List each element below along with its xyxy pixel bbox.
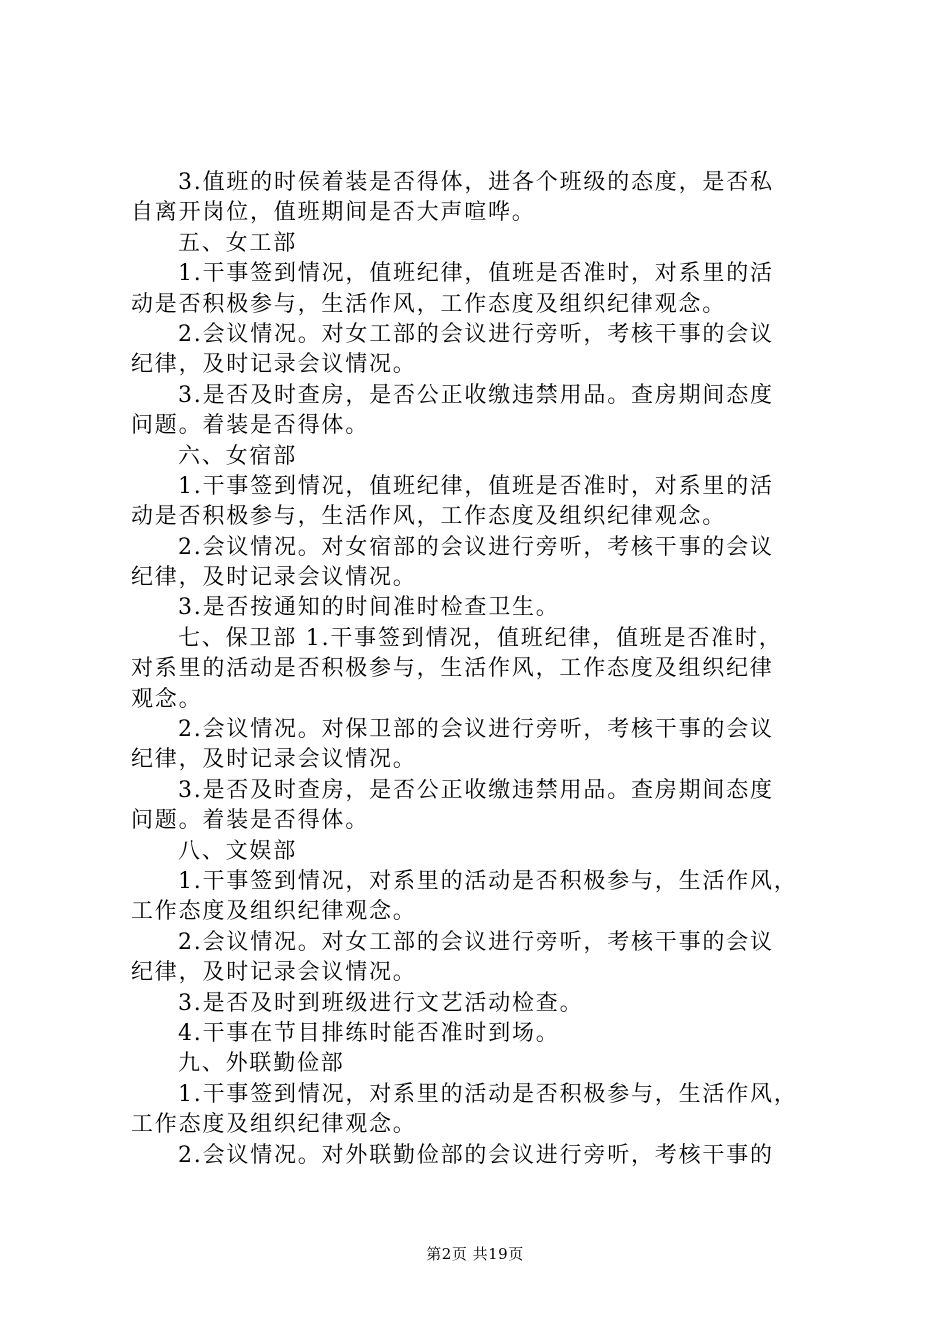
text-line: 1.干事签到情况，值班纪律，值班是否准时，对系里的活 [178,473,774,499]
text-line: 2.会议情况。对女宿部的会议进行旁听，考核干事的会议 [178,534,774,560]
text-line: 问题。着装是否得体。 [131,413,370,439]
text-line: 3.是否按通知的时间准时检查卫生。 [178,595,560,621]
text-line: 自离开岗位，值班期间是否大声喧哗。 [131,200,536,226]
text-line: 4.干事在节目排练时能否准时到场。 [178,1020,560,1046]
text-line: 3.值班的时侯着装是否得体，进各个班级的态度，是否私 [178,170,774,195]
text-line: 工作态度及组织纪律观念。 [131,1112,417,1138]
text-line: 纪律，及时记录会议情况。 [131,960,417,986]
document-body [131,168,831,1171]
text-line: 观念。 [131,686,203,712]
text-line: 八、文娱部 [178,838,298,864]
text-line: 2.会议情况。对保卫部的会议进行旁听，考核干事的会议 [178,717,774,743]
text-line: 纪律，及时记录会议情况。 [131,747,417,773]
text-line: 纪律，及时记录会议情况。 [131,352,417,378]
text-line: 对系里的活动是否积极参与，生活作风，工作态度及组织纪律 [131,656,774,682]
text-line: 3.是否及时查房，是否公正收缴违禁用品。查房期间态度 [178,382,774,408]
text-line: 问题。着装是否得体。 [131,808,370,834]
text-line: 3.是否及时查房，是否公正收缴违禁用品。查房期间态度 [178,777,774,803]
text-line: 动是否积极参与，生活作风，工作态度及组织纪律观念。 [131,291,727,317]
text-line: 纪律，及时记录会议情况。 [131,565,417,591]
page-footer: 第2页 共19页 [426,1245,524,1263]
text-line: 七、保卫部 1.干事签到情况，值班纪律，值班是否准时， [178,625,783,651]
text-line: 动是否积极参与，生活作风，工作态度及组织纪律观念。 [131,504,727,530]
text-line: 1.干事签到情况，值班纪律，值班是否准时，对系里的活 [178,261,774,287]
text-line: 工作态度及组织纪律观念。 [131,899,417,925]
text-line: 3.是否及时到班级进行文艺活动检查。 [178,990,584,1016]
text-line: 1.干事签到情况，对系里的活动是否积极参与，生活作风， [178,868,798,894]
text-line: 1.干事签到情况，对系里的活动是否积极参与，生活作风， [178,1081,798,1107]
text-line: 2.会议情况。对女工部的会议进行旁听，考核干事的会议 [178,929,774,955]
text-line: 2.会议情况。对女工部的会议进行旁听，考核干事的会议 [178,321,774,347]
text-line: 九、外联勤俭部 [178,1051,345,1077]
text-line: 六、女宿部 [178,443,298,469]
text-line: 2.会议情况。对外联勤俭部的会议进行旁听，考核干事的 [178,1142,774,1168]
text-line: 五、女工部 [178,230,298,256]
